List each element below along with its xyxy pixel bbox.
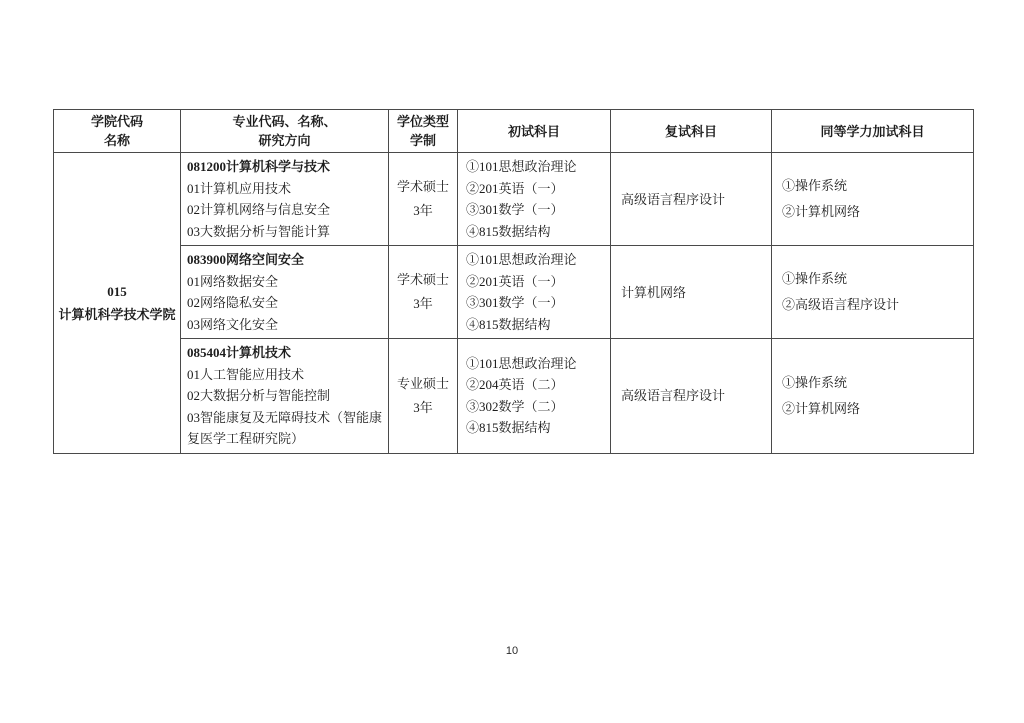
equivalency-subject: ②计算机网络 [782, 204, 861, 219]
equivalency-subjects-cell [772, 246, 974, 339]
admissions-table [53, 109, 974, 454]
research-direction: 03大数据分析与智能计算 [187, 223, 331, 239]
major-code: 085404计算机技术 [187, 345, 292, 360]
research-direction: 03智能康复及无障碍技术（智能康复医学工程研究院） [187, 409, 383, 446]
equivalency-subject: ②高级语言程序设计 [782, 297, 900, 312]
equivalency-subjects-cell [772, 153, 974, 246]
header-major-line1: 专业代码、名称、 [232, 114, 337, 129]
table-row [54, 339, 974, 454]
research-direction: 02计算机网络与信息安全 [187, 202, 331, 217]
equivalency-subject: ①操作系统 [782, 374, 848, 390]
table-header-row [54, 110, 974, 153]
table-row [54, 246, 974, 339]
degree-type: 学术硕士 [396, 272, 449, 287]
header-major-line2: 研究方向 [258, 133, 311, 148]
degree-type: 学术硕士 [396, 179, 449, 194]
major-cell [181, 246, 389, 339]
degree-duration: 3年 [413, 399, 433, 415]
degree-cell [389, 339, 458, 454]
research-direction: 02网络隐私安全 [187, 295, 279, 310]
initial-subject: ①101思想政治理论 [466, 355, 577, 371]
retest-subjects-cell [611, 153, 772, 246]
table-row [54, 153, 974, 246]
initial-subject: ③302数学（二） [466, 398, 564, 414]
initial-subject: ③301数学（一） [466, 202, 564, 217]
research-direction: 03网络文化安全 [187, 316, 279, 332]
degree-cell [389, 153, 458, 246]
header-equivalency-subjects: 同等学力加试科目 [772, 110, 974, 153]
header-college-line2: 名称 [103, 133, 130, 148]
equivalency-subject: ①操作系统 [782, 178, 848, 193]
initial-subject: ②201英语（一） [466, 273, 564, 289]
research-direction: 01人工智能应用技术 [187, 366, 305, 382]
retest-subject: 计算机网络 [621, 284, 687, 300]
initial-subject: ②204英语（二） [466, 377, 564, 393]
initial-subject: ④815数据结构 [466, 223, 551, 239]
initial-subjects-cell [458, 153, 611, 246]
initial-subject: ③301数学（一） [466, 295, 564, 310]
equivalency-subject: ①操作系统 [782, 271, 848, 286]
major-code: 083900网络空间安全 [187, 252, 305, 267]
page-number: 10 [505, 645, 519, 657]
header-degree [389, 110, 458, 153]
major-cell [181, 153, 389, 246]
college-name: 计算机科学技术学院 [58, 306, 176, 322]
initial-subject: ①101思想政治理论 [466, 252, 577, 267]
degree-type: 专业硕士 [396, 375, 449, 391]
retest-subjects-cell [611, 339, 772, 454]
initial-subjects-cell [458, 339, 611, 454]
retest-subjects-cell [611, 246, 772, 339]
degree-cell [389, 246, 458, 339]
header-degree-line2: 学制 [409, 133, 436, 148]
equivalency-subjects-cell [772, 339, 974, 454]
initial-subject: ④815数据结构 [466, 420, 551, 436]
research-direction: 02大数据分析与智能控制 [187, 388, 331, 403]
major-code: 081200计算机科学与技术 [187, 159, 331, 174]
header-college-line1: 学院代码 [90, 114, 143, 129]
initial-subjects-cell [458, 246, 611, 339]
college-cell [54, 153, 181, 454]
initial-subject: ④815数据结构 [466, 316, 551, 332]
retest-subject: 高级语言程序设计 [621, 388, 726, 404]
initial-subject: ②201英语（一） [466, 180, 564, 196]
major-cell [181, 339, 389, 454]
header-retest-subjects: 复试科目 [611, 110, 772, 153]
retest-subject: 高级语言程序设计 [621, 191, 726, 207]
header-college [54, 110, 181, 153]
header-degree-line1: 学位类型 [396, 114, 449, 129]
college-code: 015 [107, 283, 127, 299]
equivalency-subject: ②计算机网络 [782, 400, 861, 416]
research-direction: 01网络数据安全 [187, 273, 279, 289]
degree-duration: 3年 [413, 296, 433, 311]
initial-subject: ①101思想政治理论 [466, 159, 577, 174]
research-direction: 01计算机应用技术 [187, 180, 292, 196]
header-major [181, 110, 389, 153]
header-initial-subjects: 初试科目 [458, 110, 611, 153]
degree-duration: 3年 [413, 203, 433, 218]
